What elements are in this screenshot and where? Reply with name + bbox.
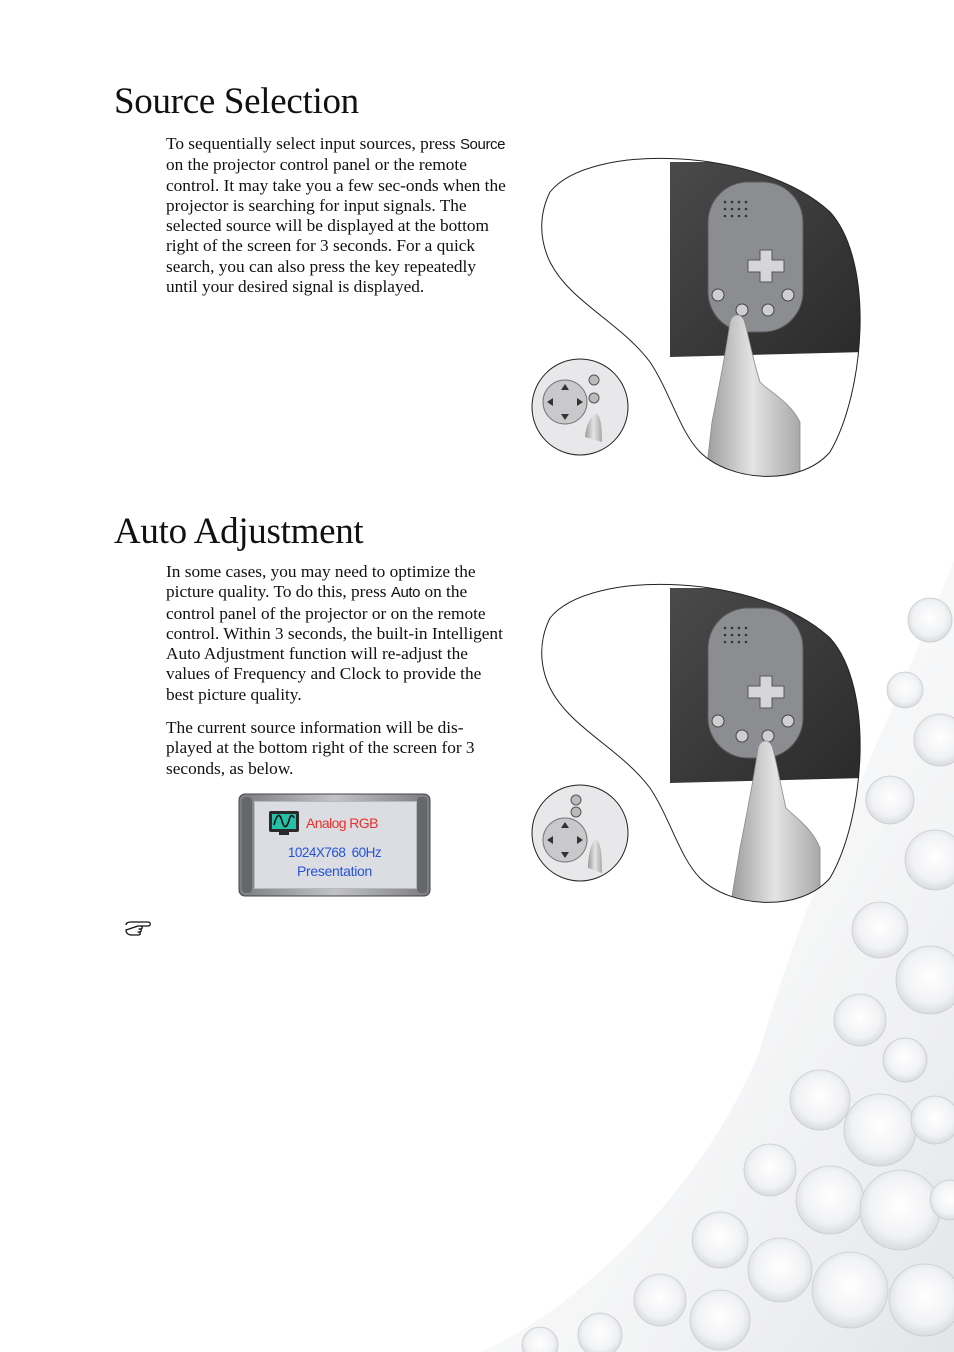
- paragraph-text: on the projector control panel or the remote control. It may take you a few sec-onds when the projector is searching for input signals. The selected source will be displayed at the bottom right of the screen for 3 seconds. For a quick search, you can also press the key repeatedly until your desired signal is displayed.: [166, 155, 506, 297]
- control-panel-source-illustration: [530, 152, 865, 482]
- paragraph-text: To sequentially select input sources, press: [166, 134, 460, 153]
- source-info-paragraph: The current source information will be dis-played at the bottom right of the screen for 3 seconds, as below.: [166, 718, 475, 778]
- pointing-hand-icon: [124, 917, 162, 939]
- source-key-label: Source: [459, 136, 506, 153]
- monitor-icon: [268, 809, 300, 837]
- auto-key-label: Auto: [390, 584, 421, 602]
- source-selection-paragraph: [166, 134, 508, 297]
- section-title-source-selection: Source Selection: [114, 81, 359, 122]
- source-info-display: [238, 793, 431, 897]
- source-name: Analog RGB: [306, 815, 378, 831]
- picture-mode-text: Presentation: [296, 863, 372, 879]
- section-title-auto-adjustment: Auto Adjustment: [114, 511, 364, 552]
- auto-adjustment-paragraph: [166, 562, 508, 705]
- resolution-text: 1024X768 60Hz: [287, 845, 382, 860]
- paragraph-text: on the control panel of the projector or on the remote control. Within 3 seconds, the built-in Intelligent Auto Adjustment function will re-adjust the values of Frequency and Clock to provide the best picture quality.: [166, 582, 503, 704]
- control-panel-auto-illustration: [530, 578, 865, 908]
- paragraph-text: In some cases, you may need to optimize the picture quality. To do this, press: [166, 562, 476, 602]
